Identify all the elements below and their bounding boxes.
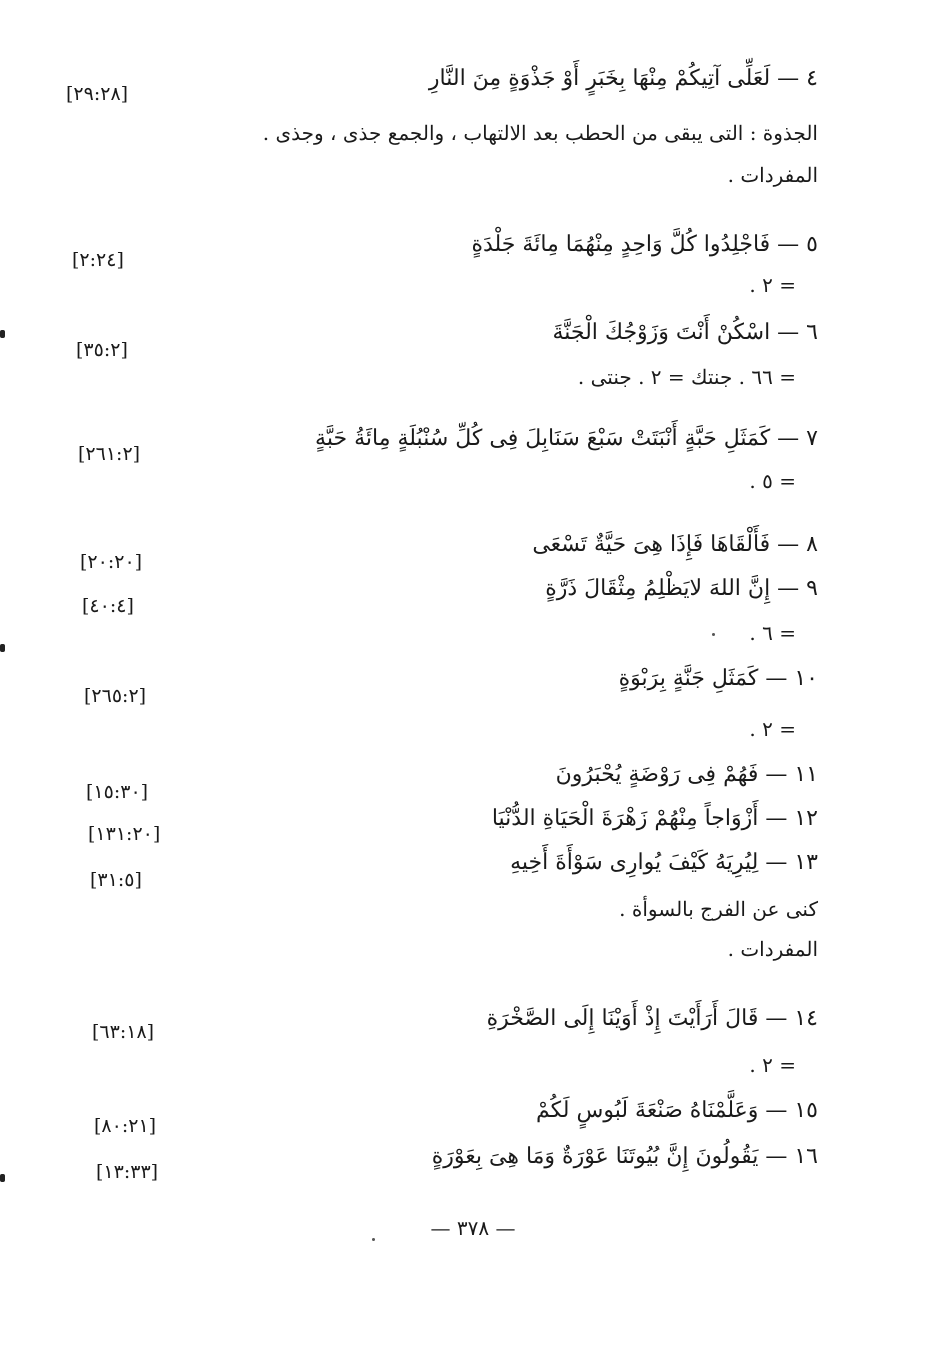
verse-reference-12: [١٣١:٢٠]	[88, 823, 161, 845]
vocabulary-note-13: كنى عن الفرج بالسوأة .	[619, 897, 818, 921]
scan-speck	[372, 1238, 375, 1241]
verse-reference-4: [٢٩:٢٨]	[66, 83, 129, 105]
verse-reference-8: [٢٠:٢٠]	[80, 551, 143, 573]
verse-reference-15: [٨٠:٢١]	[94, 1115, 157, 1137]
verse-line-4: ٤ — لَعَلِّى آتِيكُمْ مِنْهَا بِخَبَرٍ أَوْ جَذْوَةٍ مِنَ النَّارِ	[428, 66, 818, 91]
verse-line-15: ١٥ — وَعَلَّمْنَاهُ صَنْعَةَ لَبُوسٍ لَكُمْ	[535, 1098, 818, 1123]
verse-line-12: ١٢ — أَزْوَاجاً مِنْهُمْ زَهْرَةَ الْحَيَاةِ الدُّنْيَا	[491, 806, 818, 831]
verse-reference-11: [١٥:٣٠]	[86, 781, 149, 803]
verse-line-9: ٩ — إِنَّ اللهَ لايَظْلِمُ مِثْقَالَ ذَرَّةٍ	[545, 576, 818, 601]
verse-reference-14: [٦٣:١٨]	[92, 1021, 155, 1043]
cross-reference-14: = ٢ .	[749, 1053, 796, 1077]
vocabulary-note-4: الجذوة : التى يبقى من الحطب بعد الالتهاب ، والجمع جذى ، وجذى .	[262, 121, 818, 145]
verse-reference-9: [٤٠:٤]	[82, 595, 134, 617]
cross-reference-9: = ٦ .	[749, 621, 796, 645]
verse-line-14: ١٤ — قَالَ أَرَأَيْتَ إِذْ أَوَيْنَا إِلَى الصَّخْرَةِ	[486, 1006, 818, 1031]
verse-line-11: ١١ — فَهُمْ فِى رَوْضَةٍ يُحْبَرُونَ	[555, 762, 818, 787]
cross-reference-6: = ٦٦ . جنتك = ٢ . جنتى .	[577, 365, 796, 389]
scan-edge-mark	[0, 330, 5, 338]
verse-line-8: ٨ — فَأَلْقَاهَا فَإِذَا هِىَ حَيَّةٌ تَسْعَى	[532, 532, 818, 557]
verse-reference-7: [٢٦١:٢]	[78, 443, 141, 465]
page-number: — ٣٧٨ —	[430, 1216, 516, 1240]
verse-line-16: ١٦ — يَقُولُونَ إِنَّ بُيُوتَنَا عَوْرَةٌ وَمَا هِىَ بِعَوْرَةٍ	[431, 1144, 818, 1169]
cross-reference-10: = ٢ .	[749, 717, 796, 741]
source-note-13: المفردات .	[727, 937, 818, 961]
verse-line-6: ٦ — اسْكُنْ أَنْتَ وَزَوْجُكَ الْجَنَّةَ	[552, 320, 818, 345]
verse-reference-5: [٢:٢٤]	[72, 249, 124, 271]
scan-speck	[712, 633, 715, 636]
scan-edge-mark	[0, 1174, 5, 1182]
verse-line-10: ١٠ — كَمَثَلِ جَنَّةٍ بِرَبْوَةٍ	[618, 666, 818, 691]
verse-reference-16: [١٣:٣٣]	[96, 1161, 159, 1183]
verse-reference-13: [٣١:٥]	[90, 869, 142, 891]
cross-reference-5: = ٢ .	[749, 273, 796, 297]
verse-line-13: ١٣ — لِيُرِيَهُ كَيْفَ يُوارِى سَوْأَةَ أَخِيهِ	[510, 850, 818, 875]
scan-edge-mark	[0, 644, 5, 652]
verse-reference-6: [٣٥:٢]	[76, 339, 128, 361]
verse-line-7: ٧ — كَمَثَلِ حَبَّةٍ أَنْبَتَتْ سَبْعَ سَنَابِلَ فِى كُلِّ سُنْبُلَةٍ مِائَةُ حَبَّةٍ	[315, 426, 818, 451]
source-note-4: المفردات .	[727, 163, 818, 187]
verse-line-5: ٥ — فَاجْلِدُوا كُلَّ وَاحِدٍ مِنْهُمَا مِائَةَ جَلْدَةٍ	[471, 232, 818, 257]
cross-reference-7: = ٥ .	[749, 469, 796, 493]
verse-reference-10: [٢٦٥:٢]	[84, 685, 147, 707]
